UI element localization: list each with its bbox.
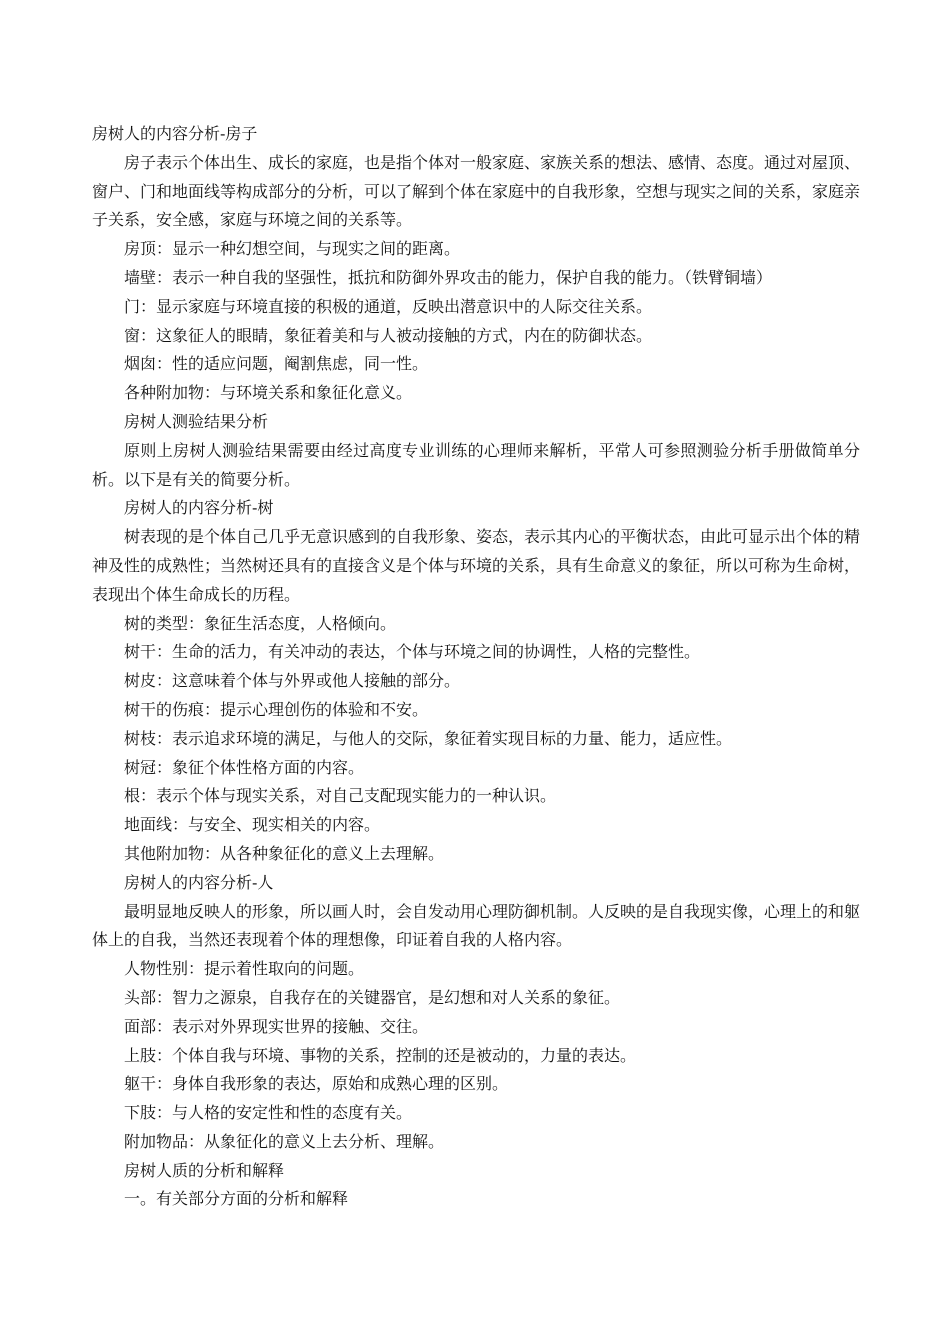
item-roof: 房顶：显示一种幻想空间，与现实之间的距离。 (124, 239, 461, 259)
paragraph-person-intro: 最明显地反映人的形象，所以画人时，会自发动用心理防御机制。人反映的是自我现实像，心理上的和躯体上的自我，当然还表现着个体的理想像，印证着自我的人格内容。 (92, 901, 861, 950)
item-crown: 树冠：象征个体性格方面的内容。 (124, 757, 365, 777)
paragraph-house-intro: 房子表示个体出生、成长的家庭，也是指个体对一般家庭、家族关系的想法、感情、态度。通过对屋顶、窗户、门和地面线等构成部分的分析，可以了解到个体在家庭中的自我形象，空想与现实之间的关系，家庭亲子关系，安全感，家庭与环境之间的关系等。 (92, 152, 861, 230)
item-torso: 躯干：身体自我形象的表达，原始和成熟心理的区别。 (124, 1074, 509, 1094)
item-upper-limbs: 上肢：个体自我与环境、事物的关系，控制的还是被动的，力量的表达。 (124, 1045, 637, 1065)
item-lower-limbs: 下肢：与人格的安定性和性的态度有关。 (124, 1103, 413, 1123)
item-ground-line: 地面线：与安全、现实相关的内容。 (124, 815, 381, 835)
section-heading-quality: 房树人质的分析和解释 (124, 1160, 285, 1180)
item-gender: 人物性别：提示着性取向的问题。 (124, 959, 365, 979)
item-tree-attachments: 其他附加物：从各种象征化的意义上去理解。 (124, 843, 445, 863)
item-door: 门：显示家庭与环境直接的积极的通道，反映出潜意识中的人际交往关系。 (124, 296, 653, 316)
paragraph-results: 原则上房树人测验结果需要由经过高度专业训练的心理师来解析，平常人可参照测验分析手册做简单分析。以下是有关的简要分析。 (92, 440, 860, 489)
item-face: 面部：表示对外界现实世界的接触、交往。 (124, 1016, 429, 1036)
item-house-attachments: 各种附加物：与环境关系和象征化意义。 (124, 383, 413, 403)
section-heading-person: 房树人的内容分析-人 (124, 872, 274, 892)
item-person-attachments: 附加物品：从象征化的意义上去分析、理解。 (124, 1131, 445, 1151)
item-wall: 墙壁：表示一种自我的坚强性，抵抗和防御外界攻击的能力，保护自我的能力。（铁臂铜墙） (124, 267, 773, 287)
item-chimney: 烟囱：性的适应问题，阉割焦虑，同一性。 (124, 354, 429, 374)
item-bark: 树皮：这意味着个体与外界或他人接触的部分。 (124, 671, 461, 691)
paragraph-tree-intro: 树表现的是个体自己几乎无意识感到的自我形象、姿态，表示其内心的平衡状态，由此可显示出个体的精神及性的成熟性；当然树还具有的直接含义是个体与环境的关系，具有生命意义的象征，所以可称为生命树，表现出个体生命成长的历程。 (92, 527, 861, 604)
item-branch: 树枝：表示追求环境的满足，与他人的交际，象征着实现目标的力量、能力，适应性。 (124, 728, 733, 748)
subsection-heading-parts: 一。有关部分方面的分析和解释 (124, 1189, 349, 1209)
section-heading-house: 房树人的内容分析-房子 (92, 124, 258, 143)
document-page (92, 120, 860, 1214)
section-heading-tree: 房树人的内容分析-树 (124, 498, 274, 518)
item-head: 头部：智力之源泉，自我存在的关键器官，是幻想和对人关系的象征。 (124, 987, 621, 1007)
item-trunk: 树干：生命的活力，有关冲动的表达，个体与环境之间的协调性，人格的完整性。 (124, 642, 701, 662)
item-tree-type: 树的类型：象征生活态度，人格倾向。 (124, 613, 397, 633)
section-heading-results: 房树人测验结果分析 (124, 411, 269, 431)
item-trunk-scar: 树干的伤痕：提示心理创伤的体验和不安。 (124, 699, 429, 719)
item-root: 根：表示个体与现实关系，对自己支配现实能力的一种认识。 (124, 786, 557, 806)
item-window: 窗：这象征人的眼睛，象征着美和与人被动接触的方式，内在的防御状态。 (124, 325, 653, 345)
